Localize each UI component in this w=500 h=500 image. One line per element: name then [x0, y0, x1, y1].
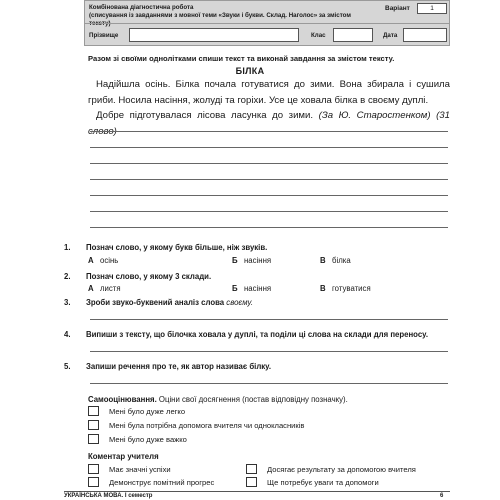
option-letter: Б [232, 284, 238, 293]
option-letter: В [320, 284, 326, 293]
question-word: своєму. [226, 298, 254, 307]
date-label: Дата [383, 32, 398, 39]
teacher-comment-title: Коментар учителя [88, 452, 159, 461]
checkbox[interactable] [88, 420, 99, 430]
checkbox-label: Ще потребує уваги та допомоги [267, 477, 379, 487]
question-number: 4. [64, 330, 71, 339]
checkbox-label: Має значні успіхи [109, 464, 171, 474]
variant-label: Варіант [385, 5, 410, 12]
checkbox[interactable] [88, 406, 99, 416]
option-text: листя [100, 284, 121, 293]
footer-divider [64, 491, 450, 492]
self-assessment-title [88, 395, 348, 404]
checkbox-label: Мені було дуже легко [109, 406, 186, 416]
text-title: БІЛКА [235, 66, 265, 76]
self-option-hard[interactable] [88, 434, 187, 444]
question-text: Випиши з тексту, що білочка ховала у дуплі, та поділи ці слова на склади для переносу. [86, 330, 428, 339]
header-divider [85, 23, 449, 24]
option-text: насіння [244, 256, 272, 265]
q2-option-c[interactable] [320, 284, 371, 293]
option-letter: Б [232, 256, 238, 265]
checkbox[interactable] [246, 477, 257, 487]
page-number: 6 [440, 493, 444, 499]
teacher-option-with-help[interactable] [246, 464, 416, 474]
footer-subject: УКРАЇНСЬКА МОВА. І семестр [64, 493, 153, 499]
question-number: 5. [64, 362, 71, 371]
option-text: осінь [100, 256, 119, 265]
checkbox-label: Демонструє помітний прогрес [109, 477, 215, 487]
q4-answer-line[interactable] [90, 351, 448, 352]
header-title-line2: (списування із завданнями з мовної теми «Звуки і букви. Склад. Наголос» за змістом тексту) [89, 12, 351, 27]
surname-field[interactable] [129, 28, 299, 42]
self-option-easy[interactable] [88, 406, 185, 416]
option-text: готуватися [332, 284, 371, 293]
question-number: 2. [64, 272, 71, 281]
option-letter: А [88, 284, 94, 293]
q2-option-b[interactable] [232, 284, 271, 293]
checkbox-label: Мені була потрібна допомога вчителя чи однокласників [109, 420, 305, 430]
passage-last-line [88, 108, 450, 139]
self-assessment-heading: Самооцінювання. [88, 395, 157, 404]
class-field[interactable] [333, 28, 373, 42]
surname-label: Прізвище [89, 32, 119, 39]
writing-line[interactable] [90, 179, 448, 180]
writing-line[interactable] [90, 211, 448, 212]
option-letter: А [88, 256, 94, 265]
writing-line[interactable] [90, 163, 448, 164]
question-text [86, 298, 253, 307]
passage-word-count: (31 слово) [88, 110, 450, 137]
variant-field[interactable]: 1 [417, 3, 447, 14]
teacher-option-needs-attention[interactable] [246, 477, 379, 487]
task-instruction: Разом зі своїми однолітками спиши текст та виконай завдання за змістом тексту. [88, 54, 395, 63]
worksheet-header [84, 0, 450, 46]
question-text: Познач слово, у якому 3 склади. [86, 272, 212, 281]
checkbox[interactable] [246, 464, 257, 474]
q1-option-c[interactable] [320, 256, 351, 265]
teacher-option-progress[interactable] [88, 477, 214, 487]
question-text-main: Зроби звуко-буквений аналіз слова [86, 298, 225, 307]
option-text: насіння [244, 284, 272, 293]
teacher-option-success[interactable] [88, 464, 171, 474]
checkbox-label: Досягає результату за допомогою вчителя [267, 464, 416, 474]
header-title [89, 4, 369, 28]
passage-last-sentence: Добре підготувалася лісова ласунка до зими. [96, 110, 314, 122]
option-text: білка [332, 256, 351, 265]
header-title-line1: Комбінована діагностична робота [89, 4, 194, 11]
writing-line[interactable] [90, 227, 448, 228]
date-field[interactable] [403, 28, 447, 42]
q5-answer-line[interactable] [90, 383, 448, 384]
self-option-help[interactable] [88, 420, 304, 430]
q1-option-b[interactable] [232, 256, 271, 265]
option-letter: В [320, 256, 326, 265]
checkbox[interactable] [88, 464, 99, 474]
self-assessment-instruction: Оціни свої досягнення (постав відповідну позначку). [158, 395, 348, 404]
question-text: Познач слово, у якому букв більше, ніж звуків. [86, 243, 268, 252]
question-number: 1. [64, 243, 71, 252]
checkbox[interactable] [88, 477, 99, 487]
q1-option-a[interactable] [88, 256, 118, 265]
question-number: 3. [64, 298, 71, 307]
checkbox[interactable] [88, 434, 99, 444]
writing-line[interactable] [90, 131, 448, 132]
checkbox-label: Мені було дуже важко [109, 434, 187, 444]
writing-line[interactable] [90, 147, 448, 148]
q2-option-a[interactable] [88, 284, 121, 293]
class-label: Клас [311, 32, 326, 39]
passage-body: Надійшла осінь. Білка почала готуватися до зими. Вона збирала і сушила гриби. Носила насіння, жолуді та горіхи. Усе це ховала білка в своєму дуплі. [88, 79, 450, 106]
q3-answer-line[interactable] [90, 319, 448, 320]
passage-source: (За Ю. Старостенком) [318, 110, 431, 122]
writing-line[interactable] [90, 195, 448, 196]
question-text: Запиши речення про те, як автор називає білку. [86, 362, 271, 371]
